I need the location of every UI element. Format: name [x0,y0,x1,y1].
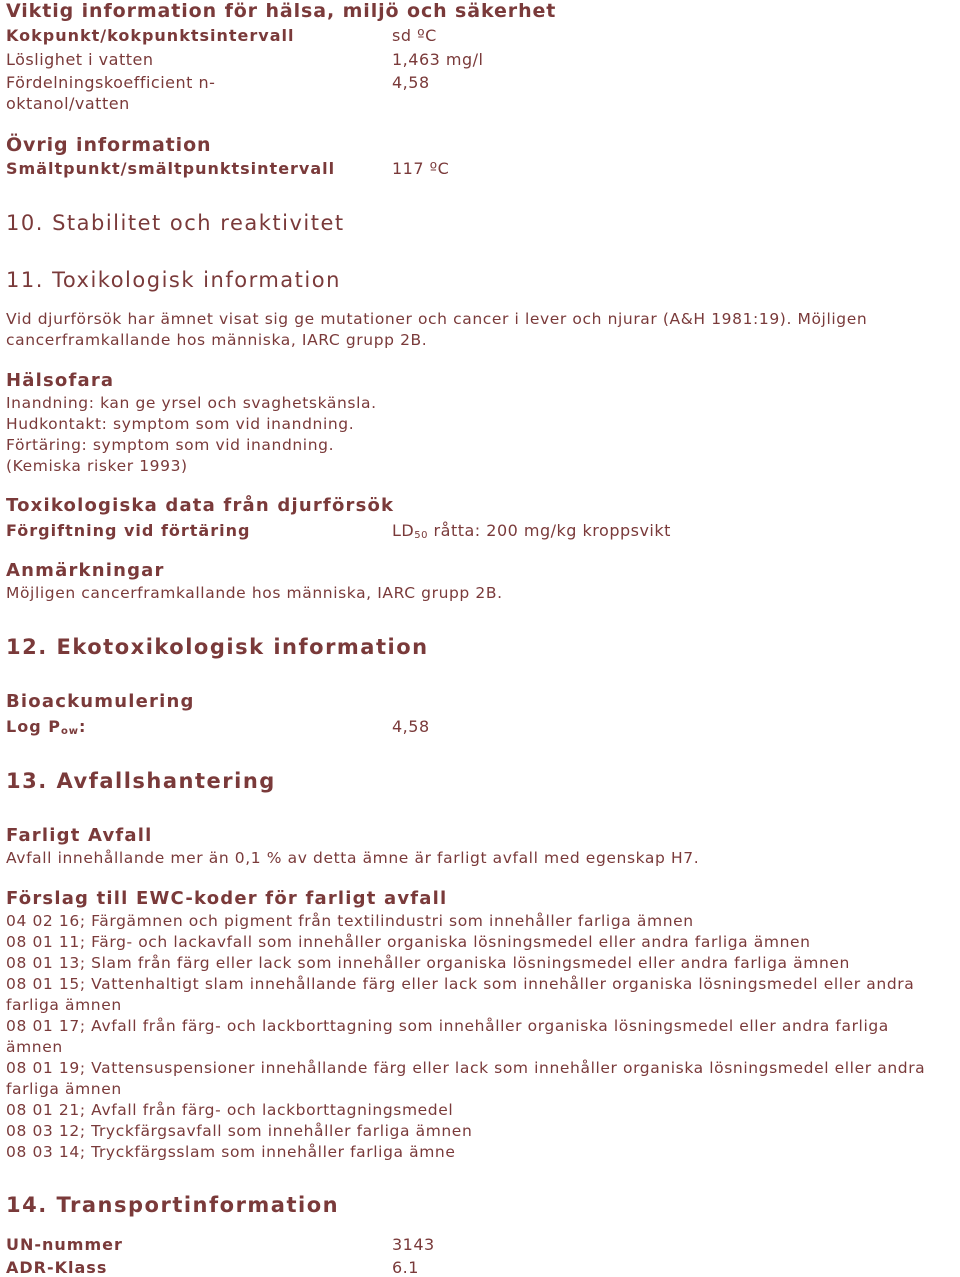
section-11-title: 11. Toxikologisk information [6,268,341,292]
ewc-line: 08 01 21; Avfall från färg- och lackborttagningsmedel [6,1101,454,1119]
section-10-title: 10. Stabilitet och reaktivitet [6,211,345,235]
melting-point-label: Smältpunkt/smältpunktsintervall [6,159,336,178]
health-env-safety-title: Viktig information för hälsa, miljö och säkerhet [6,0,557,22]
bioaccumulation-title: Bioackumulering [6,691,195,712]
ld50-value: $LD_{50}$ råtta: 200 mg/kg kroppsvikt [392,521,671,541]
ewc-line: farliga ämnen [6,996,122,1014]
log-pow-label: Log $P_{ow}$: [6,717,87,737]
partition-coefficient-value: 4,58 [392,73,430,92]
section-12-title: 12. Ekotoxikologisk information [6,635,429,659]
ewc-line: ämnen [6,1038,63,1056]
adr-class-value: 6.1 [392,1258,419,1277]
other-info-title: Övrig information [6,134,212,156]
ewc-line: farliga ämnen [6,1080,122,1098]
solubility-value: 1,463 mg/l [392,50,484,69]
toxicology-paragraph-line1: Vid djurförsök har ämnet visat sig ge mutationer och cancer i lever och njurar (A&H 1981:19). Möjligen [6,310,868,328]
hazard-line: Hudkontakt: symptom som vid inandning. [6,415,355,433]
ewc-line: 08 01 15; Vattenhaltigt slam innehållande färg eller lack som innehåller organiska lösningsmedel eller andra [6,975,915,993]
un-number-value: 3143 [392,1235,435,1254]
health-hazard-title: Hälsofara [6,370,115,391]
ewc-title: Förslag till EWC-koder för farligt avfall [6,888,448,909]
adr-class-label: ADR-Klass [6,1258,108,1277]
hazard-line: Inandning: kan ge yrsel och svaghetskänsla. [6,394,377,412]
log-pow-value: 4,58 [392,717,430,736]
remarks-text: Möjligen cancerframkallande hos människa, IARC grupp 2B. [6,584,503,602]
toxicology-paragraph-line2: cancerframkallande hos människa, IARC grupp 2B. [6,331,428,349]
ewc-line: 08 03 12; Tryckfärgsavfall som innehåller farliga ämnen [6,1122,473,1140]
boiling-point-label: Kokpunkt/kokpunktsintervall [6,26,295,45]
hazardous-waste-title: Farligt Avfall [6,825,153,846]
solubility-label: Löslighet i vatten [6,50,154,69]
section-13-title: 13. Avfallshantering [6,769,276,793]
tox-data-title: Toxikologiska data från djurförsök [6,495,395,516]
ewc-line: 04 02 16; Färgämnen och pigment från textilindustri som innehåller farliga ämnen [6,912,694,930]
oral-poisoning-label: Förgiftning vid förtäring [6,521,251,540]
ewc-line: 08 01 13; Slam från färg eller lack som innehåller organiska lösningsmedel eller andra farliga ämnen [6,954,850,972]
melting-point-value: 117 ºC [392,159,450,178]
ewc-line: 08 01 17; Avfall från färg- och lackborttagning som innehåller organiska lösningsmedel eller andra farliga [6,1017,889,1035]
partition-coefficient-label-line1: Fördelningskoefficient n- [6,73,216,92]
partition-coefficient-label-line2: oktanol/vatten [6,94,130,113]
hazardous-waste-text: Avfall innehållande mer än 0,1 % av detta ämne är farligt avfall med egenskap H7. [6,849,700,867]
ewc-line: 08 01 19; Vattensuspensioner innehållande färg eller lack som innehåller organiska lösningsmedel eller andra [6,1059,926,1077]
remarks-title: Anmärkningar [6,560,165,581]
ewc-line: 08 03 14; Tryckfärgsslam som innehåller farliga ämne [6,1143,456,1161]
hazard-line: Förtäring: symptom som vid inandning. [6,436,335,454]
boiling-point-value: sd ºC [392,26,437,45]
un-number-label: UN-nummer [6,1235,123,1254]
section-14-title: 14. Transportinformation [6,1193,340,1217]
hazard-source: (Kemiska risker 1993) [6,457,188,475]
ewc-line: 08 01 11; Färg- och lackavfall som innehåller organiska lösningsmedel eller andra farliga ämnen [6,933,811,951]
